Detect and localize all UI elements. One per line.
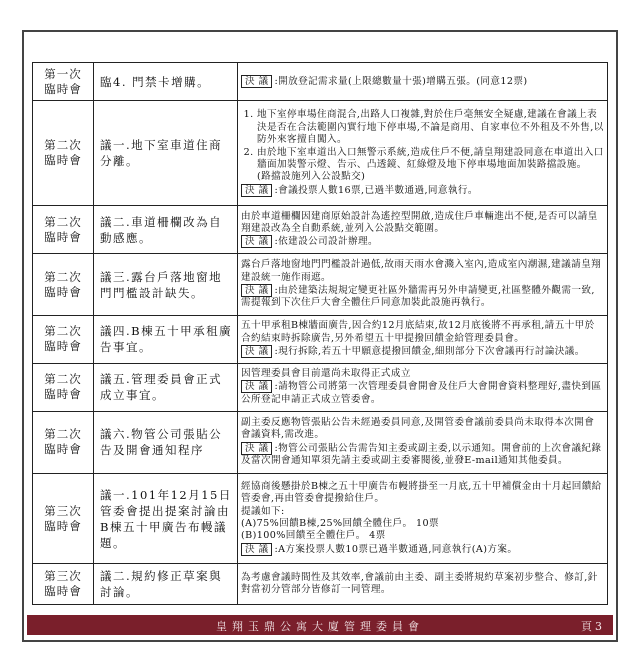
discussion-text: 因管理委員會目前還尚未取得正式成立 [241, 368, 411, 380]
agenda-item-cell: 議三.露台戶落地窗地門門檻設計缺失。 [94, 254, 238, 316]
list-item: 2. 由於地下室車道出入口無警示系統,造成住戶不便,請皇翔建設同意在車道出入口牆面加裝警示燈、告示、凸透鏡、紅綠燈及地下停車場地面加裝路擋設施。 [257, 147, 604, 172]
meeting-label: 臨時會 [44, 81, 82, 96]
table-row [33, 101, 608, 206]
agenda-item-cell: 議五.管理委員會正式成立事宜。 [94, 363, 238, 411]
meeting-cell [33, 254, 94, 316]
agenda-item-cell: 議六.物管公司張貼公告及開會通知程序 [94, 411, 238, 473]
meeting-label: 臨時會 [44, 518, 82, 533]
meeting-cell [33, 363, 94, 411]
resolution-tag: 決 議 [241, 543, 272, 556]
meeting-label: 第一次 [44, 66, 82, 81]
resolution: 決 議 :A方案投票人數10票已過半數通過,同意執行(A)方案。 [241, 543, 604, 556]
footer-bar [27, 615, 613, 635]
meeting-label: 第三次 [44, 503, 82, 518]
agenda-item-cell: 議二.車道柵欄改為自動感應。 [94, 206, 238, 254]
agenda-item-cell: 臨4. 門禁卡增購。 [94, 63, 238, 101]
table-row [33, 254, 608, 316]
discussion-text: (B)100%回饋至全體住戶。 4票 [241, 530, 386, 542]
discussion-text: 為考慮會議時間性及其效率,會議前由主委、副主委將規約草案初步整合、修訂,針對當初分管部分皆修訂一同管理。 [241, 571, 598, 596]
meeting-label: 臨時會 [44, 339, 82, 354]
resolution: 決 議 :請物管公司將第一次管理委員會開會及住戶大會開會資料整理好,盡快到區公所登記申請正式成立管委會。 [241, 381, 602, 405]
table-row [33, 564, 608, 605]
discussion-cell [238, 206, 608, 254]
minutes-table-wrapper [32, 62, 608, 605]
minutes-table-body [33, 63, 608, 605]
resolution-text: 由於建築法規規定變更社區外牆需再另外申請變更,社區整體外觀需一致,需提報到下次住戶大會全體住戶同意加裝此設施再執行。 [241, 285, 595, 309]
resolution: 決 議 :依建設公司設計辦理。 [241, 235, 604, 248]
meeting-cell [33, 101, 94, 206]
resolution-tag: 決 議 [241, 184, 272, 197]
discussion-cell [238, 101, 608, 206]
meeting-label: 臨時會 [44, 442, 82, 457]
meeting-label: 第二次 [44, 427, 82, 442]
indented-note: (路擋設施列入公設點交) [257, 171, 366, 183]
meeting-cell [33, 63, 94, 101]
discussion-list [241, 109, 604, 171]
resolution: 決 議 :物管公司張貼公告需告知主委或副主委,以示通知。開會前的上次會議紀錄及當次開會通知單須先請主委或副主委審閱後,並發E-mail通知其他委員。 [241, 442, 602, 466]
resolution-text: 會議投票人數16票,已過半數通過,同意執行。 [278, 184, 478, 196]
meeting-label: 第二次 [44, 214, 82, 229]
page-frame [22, 30, 618, 642]
meeting-cell [33, 411, 94, 473]
discussion-cell [238, 254, 608, 316]
page-number: 頁3 [581, 620, 605, 633]
meeting-label: 臨時會 [44, 229, 82, 244]
resolution-text: 現行拆除,若五十甲願意提撥回饋金,細則部分下次會議再行討論決議。 [278, 346, 585, 358]
resolution-tag: 決 議 [241, 235, 272, 248]
meeting-label: 第三次 [44, 569, 82, 584]
list-item: 1. 地下室停車場住商混合,出路人口複雜,對於住戶毫無安全疑慮,建議在會議上表決是否在合法範圍內實行地下停車場,不論是商用、自家車位不外租及不外售,以防外來客擅自闖入。 [257, 109, 604, 146]
resolution-tag: 決 議 [241, 380, 272, 393]
discussion-cell [238, 564, 608, 605]
discussion-text: 副主委反應物管張貼公告未經過委員同意,及開管委會議前委員尚未取得本次開會會議資料,需改進。 [241, 416, 595, 441]
resolution-text: 開放登記需求量(上限總數量十張)增購五張。(同意12票) [278, 75, 528, 87]
discussion-text: 五十甲承租B棟牆面廣告,因合約12月底結束,故12月底後將不再承租,請五十甲於合約結束時拆除廣告,另外希望五十甲提撥回饋金給管理委員會。 [241, 320, 595, 344]
meeting-label: 第二次 [44, 372, 82, 387]
table-row [33, 363, 608, 411]
minutes-table [32, 62, 608, 605]
discussion-cell [238, 473, 608, 564]
agenda-item-cell: 議四.B棟五十甲承租廣告事宜。 [94, 316, 238, 364]
meeting-cell [33, 316, 94, 364]
table-row [33, 411, 608, 473]
meeting-label: 第二次 [44, 138, 82, 153]
discussion-cell [238, 316, 608, 364]
meeting-label: 臨時會 [44, 584, 82, 599]
agenda-item-cell: 議一.地下室車道住商分離。 [94, 101, 238, 206]
resolution-tag: 決 議 [241, 75, 272, 88]
table-row [33, 63, 608, 101]
meeting-cell [33, 473, 94, 564]
resolution: 決 議 :由於建築法規規定變更社區外牆需再另外申請變更,社區整體外觀需一致,需提報到下次住戶大會全體住戶同意加裝此設施再執行。 [241, 285, 595, 309]
table-row [33, 206, 608, 254]
resolution-text: 請物管公司將第一次管理委員會開會及住戶大會開會資料整理好,盡快到區公所登記申請正式成立管委會。 [241, 381, 602, 405]
meeting-label: 臨時會 [44, 387, 82, 402]
agenda-item-cell: 議二.規約修正草案與討論。 [94, 564, 238, 605]
resolution-text: 依建設公司設計辦理。 [278, 236, 379, 248]
discussion-text: 露台戶落地窗地門門檻設計過低,故雨天雨水會濺入室內,造成室內潮濕,建議請皇翔建設統一施作雨遮。 [241, 259, 602, 283]
discussion-text: 提議如下: [241, 505, 285, 517]
discussion-text: 經協商後懸掛於B棟之五十甲廣告布幔將掛至一月底,五十甲補償金由十月起回饋給管委會,再由管委會提撥給住戶。 [241, 480, 602, 505]
agenda-item-cell: 議一.101年12月15日管委會提出提案討論由B棟五十甲廣告布幔議題。 [94, 473, 238, 564]
table-row [33, 316, 608, 364]
resolution: 決 議 :會議投票人數16票,已過半數通過,同意執行。 [241, 184, 604, 197]
discussion-cell [238, 63, 608, 101]
resolution: 決 議 :開放登記需求量(上限總數量十張)增購五張。(同意12票) [241, 75, 604, 88]
table-row [33, 473, 608, 564]
discussion-text: (A)75%回饋B棟,25%回饋全體住戶。 10票 [241, 518, 439, 529]
discussion-text: 由於車道柵欄因建商原始設計為遙控型開啟,造成住戶車輛進出不便,是否可以請皇翔建設改為全自動系統,並列入公設點交範圍。 [241, 210, 598, 234]
meeting-cell [33, 564, 94, 605]
resolution-text: A方案投票人數10票已過半數通過,同意執行(A)方案。 [278, 543, 518, 555]
resolution-tag: 決 議 [241, 284, 272, 297]
footer-organization: 皇翔玉鼎公寓大廈管理委員會 [216, 620, 424, 633]
meeting-label: 第二次 [44, 269, 82, 284]
discussion-cell [238, 411, 608, 473]
meeting-label: 第二次 [44, 324, 82, 339]
meeting-label: 臨時會 [44, 153, 82, 168]
resolution-tag: 決 議 [241, 442, 272, 455]
resolution-text: 物管公司張貼公告需告知主委或副主委,以示通知。開會前的上次會議紀錄及當次開會通知單須先請主委或副主委審閱後,並發E-mail通知其他委員。 [241, 442, 602, 466]
discussion-cell [238, 363, 608, 411]
resolution-tag: 決 議 [241, 345, 272, 358]
meeting-cell [33, 206, 94, 254]
resolution: 決 議 :現行拆除,若五十甲願意提撥回饋金,細則部分下次會議再行討論決議。 [241, 345, 604, 358]
meeting-label: 臨時會 [44, 284, 82, 299]
